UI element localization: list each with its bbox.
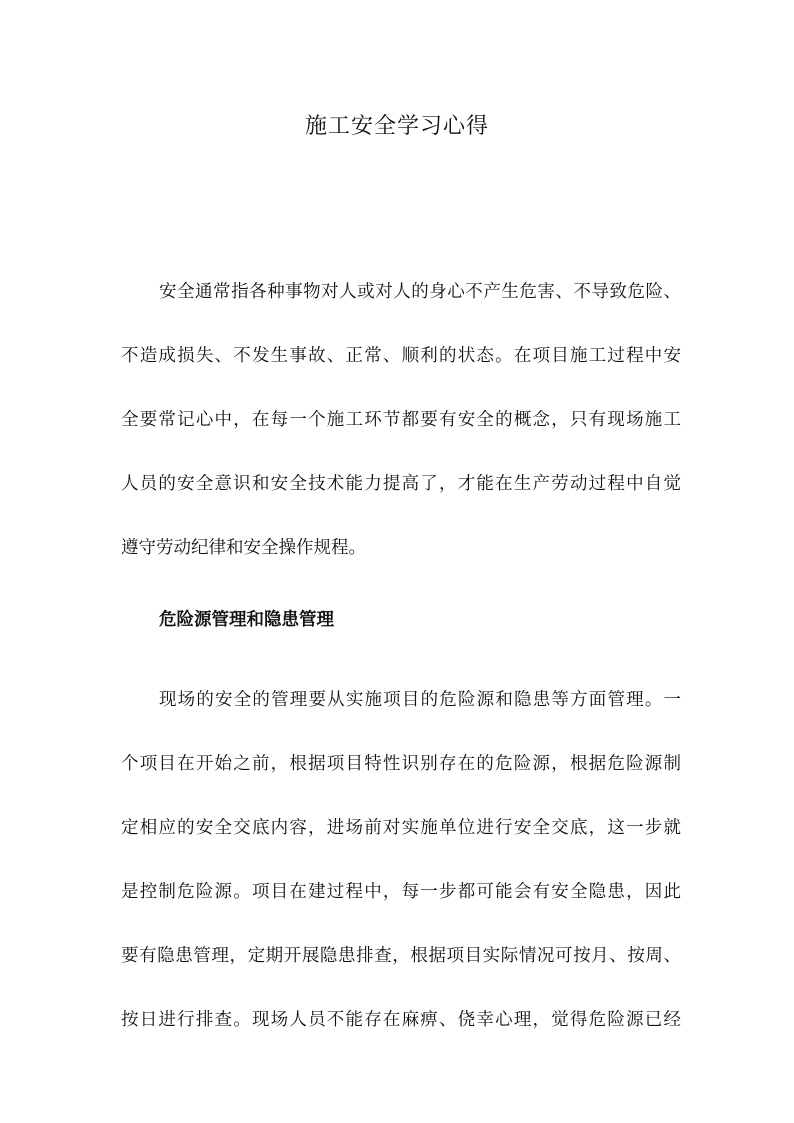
paragraph-line: 定相应的安全交底内容，进场前对实施单位进行安全交底，这一步就 [121,818,681,838]
document-title: 施工安全学习心得 [304,114,489,139]
paragraph-hazard-management [121,688,681,1032]
paragraph-line: 个项目在开始之前，根据项目特性识别存在的危险源，根据危险源制 [121,754,681,774]
paragraph-line: 要有隐患管理，定期开展隐患排查，根据项目实际情况可按月、按周、 [121,946,681,966]
paragraph-line: 遵守劳动纪律和安全操作规程。 [121,538,366,558]
paragraph-line: 现场的安全的管理要从实施项目的危险源和隐患等方面管理。一 [159,690,681,710]
paragraph-line: 是控制危险源。项目在建过程中，每一步都可能会有安全隐患，因此 [121,882,681,902]
section-heading: 危险源管理和隐患管理 [159,610,334,630]
paragraph-line: 安全通常指各种事物对人或对人的身心不产生危害、不导致危险、 [159,282,681,302]
paragraph-line: 全要常记心中，在每一个施工环节都要有安全的概念，只有现场施工 [121,410,681,430]
paragraph-line: 按日进行排查。现场人员不能存在麻痹、侥幸心理，觉得危险源已经 [121,1010,681,1030]
paragraph-line: 不造成损失、不发生事故、正常、顺利的状态。在项目施工过程中安 [121,346,681,366]
paragraph-line: 人员的安全意识和安全技术能力提高了，才能在生产劳动过程中自觉 [121,474,681,494]
paragraph-safety-definition [121,280,681,560]
